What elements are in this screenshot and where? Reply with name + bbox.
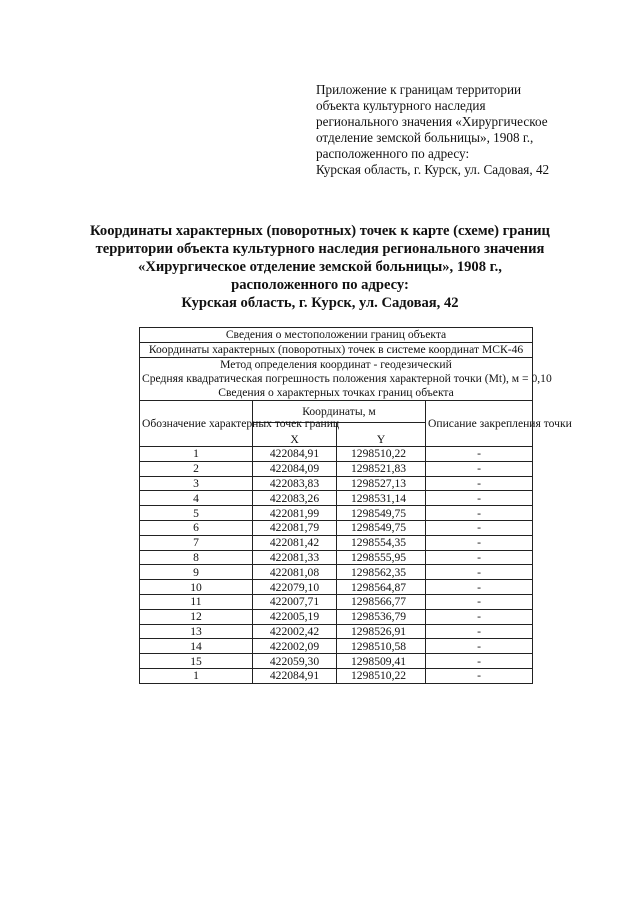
header-description: Описание закрепления точки [426,401,533,447]
appendix-line: расположенного по адресу: [316,146,470,161]
point-number-cell: 7 [140,535,253,550]
method-cell [140,358,552,401]
x-coordinate-cell: 422002,09 [253,639,337,654]
title-line: расположенного по адресу: [231,277,409,293]
y-coordinate-cell: 1298526,91 [337,624,426,639]
description-cell: - [426,668,533,683]
description-cell: - [426,476,533,491]
y-coordinate-cell: 1298527,13 [337,476,426,491]
point-number-cell: 5 [140,506,253,521]
x-coordinate-cell: 422081,79 [253,520,337,535]
description-cell: - [426,565,533,580]
appendix-line: отделение земской больницы», 1908 г., [316,130,534,145]
description-cell: - [426,535,533,550]
description-cell: - [426,550,533,565]
point-number-cell: 6 [140,520,253,535]
point-number-cell: 14 [140,639,253,654]
appendix-note [316,82,616,178]
y-coordinate-cell: 1298566,77 [337,594,426,609]
description-cell: - [426,609,533,624]
description-cell: - [426,506,533,521]
table-row [140,535,533,550]
method-text: Метод определения координат - геодезический [220,358,452,371]
point-number-cell: 13 [140,624,253,639]
x-coordinate-cell: 422084,91 [253,668,337,683]
title-line: территории объекта культурного наследия регионального значения [95,241,545,257]
description-cell: - [426,639,533,654]
x-coordinate-cell: 422005,19 [253,609,337,624]
point-number-cell: 1 [140,447,253,462]
table-row [140,506,533,521]
point-number-cell: 2 [140,461,253,476]
point-number-cell: 9 [140,565,253,580]
header-point: Обозначение характерных точек границ [140,401,253,447]
header-coords: Координаты, м [253,401,426,423]
table-row [140,520,533,535]
table-row [140,609,533,624]
title-line: Координаты характерных (поворотных) точек к карте (схеме) границ [90,223,550,239]
table-row [140,550,533,565]
x-coordinate-cell: 422007,71 [253,594,337,609]
table-row [140,476,533,491]
header-x: X [253,423,337,447]
section-title-cell: Сведения о местоположении границ объекта [140,328,533,343]
y-coordinate-cell: 1298554,35 [337,535,426,550]
x-coordinate-cell: 422083,26 [253,491,337,506]
x-coordinate-cell: 422081,08 [253,565,337,580]
table-row [140,461,533,476]
table-row [140,580,533,595]
description-cell: - [426,491,533,506]
table-row [140,668,533,683]
description-cell: - [426,447,533,462]
point-number-cell: 10 [140,580,253,595]
appendix-line: Курская область, г. Курск, ул. Садовая, 42 [316,162,550,177]
x-coordinate-cell: 422059,30 [253,654,337,669]
description-cell: - [426,624,533,639]
table-row [140,654,533,669]
y-coordinate-cell: 1298509,41 [337,654,426,669]
y-coordinate-cell: 1298510,22 [337,668,426,683]
point-number-cell: 12 [140,609,253,624]
y-coordinate-cell: 1298555,95 [337,550,426,565]
x-coordinate-cell: 422084,91 [253,447,337,462]
point-number-cell: 4 [140,491,253,506]
y-coordinate-cell: 1298521,83 [337,461,426,476]
accuracy-text: Средняя квадратическая погрешность положения характерной точки (Mt), м = 0,10 [142,372,552,385]
description-cell: - [426,654,533,669]
point-number-cell: 3 [140,476,253,491]
x-coordinate-cell: 422083,83 [253,476,337,491]
description-cell: - [426,580,533,595]
coordinates-table [139,327,572,684]
y-coordinate-cell: 1298510,22 [337,447,426,462]
point-number-cell: 11 [140,594,253,609]
x-coordinate-cell: 422081,33 [253,550,337,565]
x-coordinate-cell: 422079,10 [253,580,337,595]
title-line: Курская область, г. Курск, ул. Садовая, 42 [181,295,459,311]
y-coordinate-cell: 1298549,75 [337,506,426,521]
x-coordinate-cell: 422081,99 [253,506,337,521]
description-cell: - [426,520,533,535]
x-coordinate-cell: 422002,42 [253,624,337,639]
y-coordinate-cell: 1298564,87 [337,580,426,595]
point-number-cell: 1 [140,668,253,683]
y-coordinate-cell: 1298510,58 [337,639,426,654]
table-row [140,565,533,580]
y-coordinate-cell: 1298549,75 [337,520,426,535]
header-y: Y [337,423,426,447]
description-cell: - [426,594,533,609]
point-number-cell: 15 [140,654,253,669]
point-number-cell: 8 [140,550,253,565]
appendix-line: объекта культурного наследия [316,98,486,113]
y-coordinate-cell: 1298562,35 [337,565,426,580]
table-row [140,594,533,609]
x-coordinate-cell: 422084,09 [253,461,337,476]
table-row [140,624,533,639]
table-row [140,491,533,506]
table-row [140,639,533,654]
document-title [60,222,580,312]
points-info-text: Сведения о характерных точках границ объекта [218,386,454,399]
y-coordinate-cell: 1298531,14 [337,491,426,506]
coord-system-cell: Координаты характерных (поворотных) точек в системе координат МСК-46 [140,343,533,358]
appendix-line: регионального значения «Хирургическое [316,114,548,129]
appendix-line: Приложение к границам территории [316,82,522,97]
description-cell: - [426,461,533,476]
title-line: «Хирургическое отделение земской больницы», 1908 г., [138,259,502,275]
y-coordinate-cell: 1298536,79 [337,609,426,624]
x-coordinate-cell: 422081,42 [253,535,337,550]
table-row [140,447,533,462]
